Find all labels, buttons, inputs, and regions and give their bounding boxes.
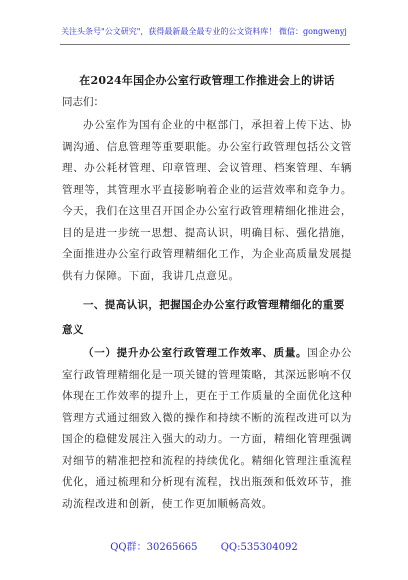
header-banner: 关注头条号"公文研究"，获得最新最全最专业的公文资料库！ 微信：gongwenyj	[61, 27, 347, 36]
document-title: 在2024年国企办公室行政管理工作推进会上的讲话	[79, 74, 335, 87]
header-divider	[60, 44, 350, 45]
intro-paragraph: 办公室作为国有企业的中枢部门，承担着上传下达、协调沟通、信息管理等重要职能。办公室行政管理包括公文管理、办公耗材管理、印章管理、会议管理、档案管理、车辆管理等，其管理水平直接影响着企业的运营效率和竞争力。今天，我们在这里召开国企办公室行政管理精细化推进会，目的是进一步统一思想、提高认识，明确目标、强化措施，全面推进办公室行政管理精细化工作，为企业高质量发展提供有力保障。下面，我讲几点意见。	[62, 119, 352, 282]
footer-qq: QQ:535304092	[220, 542, 298, 553]
footer-qq-group: QQ群：30265665	[110, 542, 198, 553]
subsection-heading-1: （一）提升办公室行政管理工作效率、质量。	[83, 347, 308, 359]
footer-contact	[0, 538, 408, 553]
document-body	[62, 72, 352, 515]
subsection-body-1: 国企办公室行政管理精细化是一项关键的管理策略，其深远影响不仅体现在工作效率的提升上，更在于工作质量的全面优化这种管理方式通过细致入微的操作和持续不断的流程改进可以为国企的稳健发展注入强大的动力。一方面，精细化管理强调对细节的精准把控和流程的持续优化。精细化管理注重流程优化，通过梳理和分析现有流程，找出瓶颈和低效环节，推动流程改进和创新，使工作更加顺畅高效。	[62, 347, 353, 510]
salutation: 同志们：	[62, 96, 104, 108]
section-heading-1: 一、提高认识，把握国企办公室行政管理精细化的重要意义	[62, 299, 345, 336]
subsection-paragraph-1	[62, 343, 352, 515]
